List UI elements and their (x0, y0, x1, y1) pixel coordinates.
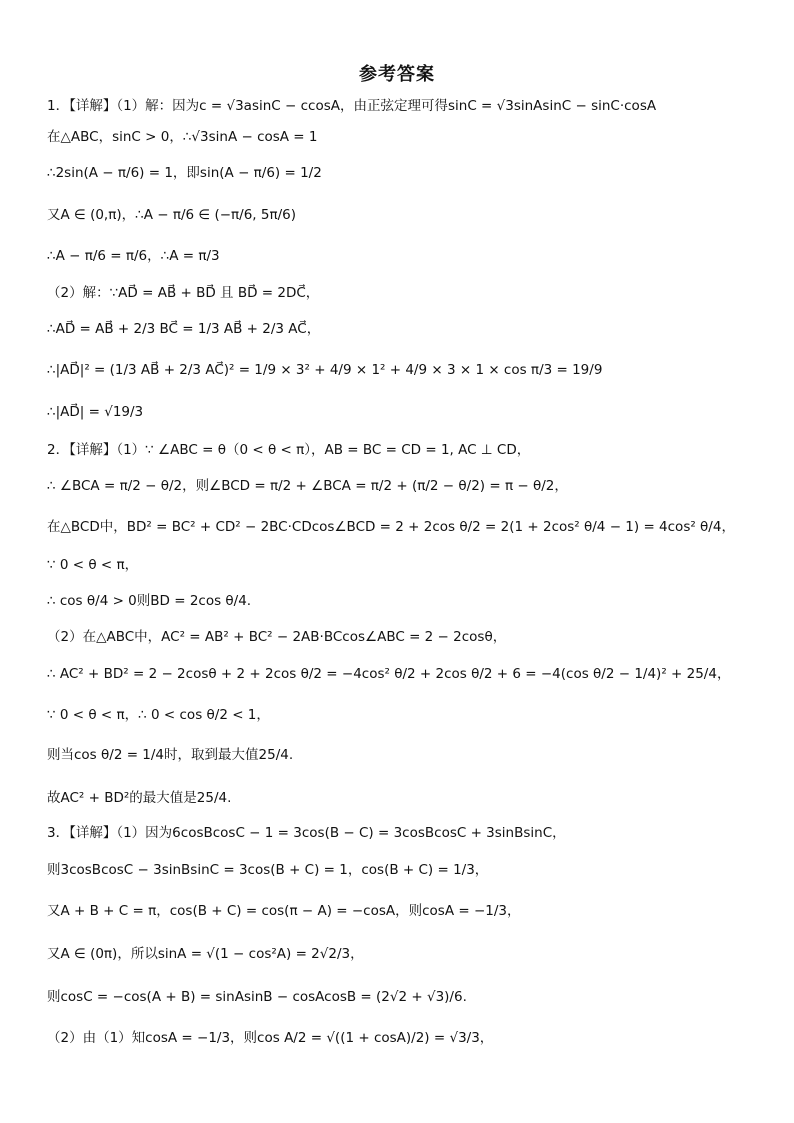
answer-line-21: 则3cosBcosC − 3sinBsinC = 3cos(B + C) = 1，cos(B + C) = 1/3， (47, 862, 489, 878)
answer-line-1: 1．【详解】（1）解：因为c = √3asinC − ccosA，由正弦定理可得sinC = √3sinAsinC − sinC·cosA (47, 98, 657, 114)
answer-line-4: 又A ∈ (0,π)，∴A − π/6 ∈ (−π/6, 5π/6) (47, 207, 296, 223)
answer-line-20: 3．【详解】（1）因为6cosBcosC − 1 = 3cos(B − C) = 3cosBcosC + 3sinBsinC， (47, 825, 566, 841)
answer-line-17: ∵ 0 < θ < π，∴ 0 < cos θ/2 < 1， (47, 707, 270, 723)
answer-line-8: ∴|AD⃗|² = (1/3 AB⃗ + 2/3 AC⃗)² = 1/9 × 3² + 4/9 × 1² + 4/9 × 3 × 1 × cos π/3 = 19/9 (47, 362, 603, 378)
answer-line-6: （2）解：∵AD⃗ = AB⃗ + BD⃗ 且 BD⃗ = 2DC⃗， (47, 285, 320, 301)
answer-line-19: 故AC² + BD²的最大值是25/4. (47, 790, 232, 806)
answer-line-7: ∴AD⃗ = AB⃗ + 2/3 BC⃗ = 1/3 AB⃗ + 2/3 AC⃗， (47, 321, 321, 337)
answer-line-24: 则cosC = −cos(A + B) = sinAsinB − cosAcosB = (2√2 + √3)/6. (47, 989, 467, 1005)
answer-line-13: ∵ 0 < θ < π， (47, 557, 139, 573)
answer-line-18: 则当cos θ/2 = 1/4时，取到最大值25/4. (47, 747, 294, 763)
answer-line-14: ∴ cos θ/4 > 0则BD = 2cos θ/4. (47, 593, 252, 609)
answer-line-9: ∴|AD⃗| = √19/3 (47, 404, 144, 420)
answer-line-11: ∴ ∠BCA = π/2 − θ/2，则∠BCD = π/2 + ∠BCA = π/2 + (π/2 − θ/2) = π − θ/2， (47, 478, 568, 494)
answer-line-16: ∴ AC² + BD² = 2 − 2cosθ + 2 + 2cos θ/2 = −4cos² θ/2 + 2cos θ/2 + 6 = −4(cos θ/2 − 1/4)² + 25/4， (47, 666, 731, 682)
answer-line-25: （2）由（1）知cosA = −1/3，则cos A/2 = √((1 + cosA)/2) = √3/3， (47, 1030, 494, 1046)
answer-line-23: 又A ∈ (0π)，所以sinA = √(1 − cos²A) = 2√2/3， (47, 946, 364, 962)
answer-line-5: ∴A − π/6 = π/6，∴A = π/3 (47, 248, 220, 264)
answer-line-2: 在△ABC，sinC > 0，∴√3sinA − cosA = 1 (47, 129, 318, 145)
answer-line-22: 又A + B + C = π，cos(B + C) = cos(π − A) = −cosA，则cosA = −1/3， (47, 903, 521, 919)
answer-line-10: 2．【详解】（1）∵ ∠ABC = θ（0 < θ < π），AB = BC = CD = 1, AC ⊥ CD， (47, 442, 531, 458)
answer-line-12: 在△BCD中，BD² = BC² + CD² − 2BC·CDcos∠BCD = 2 + 2cos θ/2 = 2(1 + 2cos² θ/4 − 1) = 4cos² θ/4， (47, 519, 735, 535)
page-title: 参考答案 (359, 64, 435, 85)
answer-line-15: （2）在△ABC中，AC² = AB² + BC² − 2AB·BCcos∠ABC = 2 − 2cosθ， (47, 629, 507, 645)
answer-line-3: ∴2sin(A − π/6) = 1，即sin(A − π/6) = 1/2 (47, 165, 322, 181)
